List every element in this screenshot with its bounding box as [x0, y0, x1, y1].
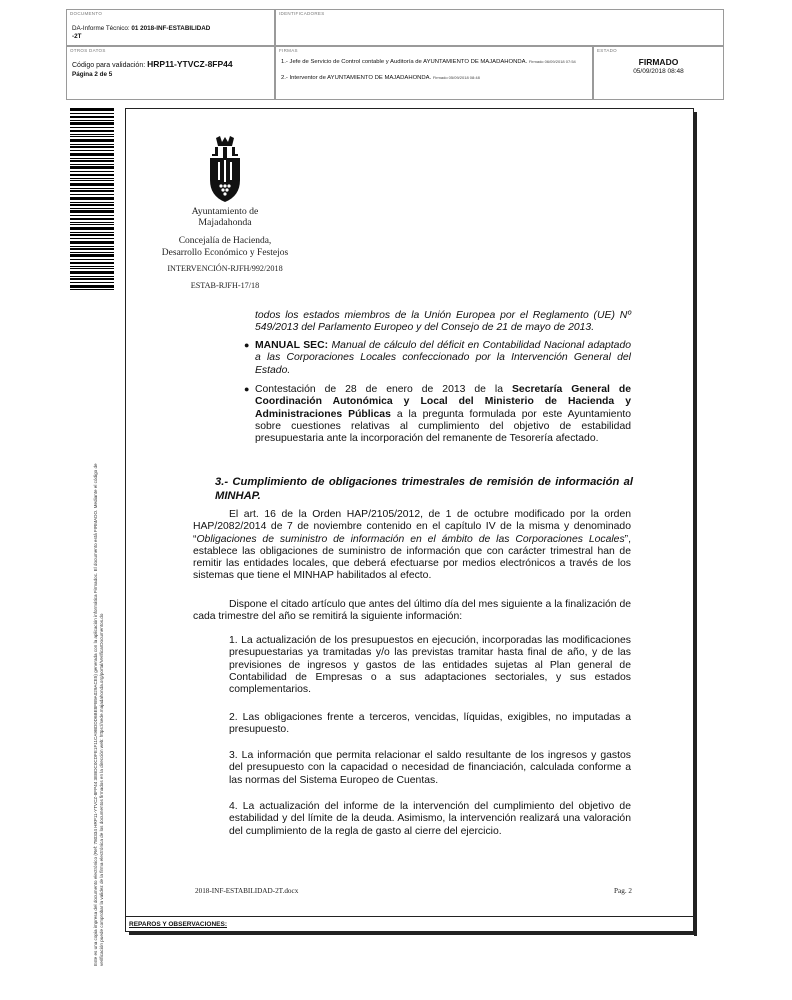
bullet-2-pre: Contestación de 28 de enero de 2013 de la — [255, 384, 503, 395]
bullet-manual-sec — [255, 340, 631, 377]
list-item-1: 1. La actualización de los presupuestos en ejecución, incorporadas las modificaciones presupuestarias ya tramitadas y/o las previstas tramitar hasta final de año, y de las previsiones de ingresos y gastos de las entidades sujetas al Plan general de Contabilidad de Empresas o a sus adaptaciones sectoriales, y sus estados complementarios. — [229, 635, 631, 696]
identificadores-label: IDENTIFICADORES — [279, 11, 325, 16]
org-name — [170, 206, 280, 228]
coat-of-arms-logo — [206, 136, 244, 204]
page-shadow-bottom — [129, 932, 697, 935]
bullet-1-text: Manual de cálculo del déficit en Contabilidad Nacional adaptado a las Corporaciones Locales confeccionado por la Intervención General del Estado. — [255, 340, 632, 376]
vertical-legal-text — [93, 276, 105, 966]
list-item-4: 4. La actualización del informe de la intervención del cumplimiento del objetivo de estabilidad y del límite de la deuda. Asimismo, la intervención realizará una valoración del cumplimiento de la regla de gasto al cierre del ejercicio. — [229, 801, 631, 837]
estado-value: FIRMADO — [638, 57, 679, 67]
para-1-italic: Obligaciones de suministro de información en el ámbito de las Corporaciones Locales — [196, 533, 625, 545]
header-firmas-cell — [275, 46, 593, 100]
documento-text: DA-Informe Técnico: 01 2018-INF-ESTABILIDAD — [72, 25, 211, 32]
para-1-post: ”, establece las obligaciones de suministro de información que con carácter trimestral han de remitir las entidades locales, que deberá efectuarse por medios electrónicos a través de los sistemas que tiene el MINHAP habilitados al efecto. — [193, 533, 631, 582]
list-item-3: 3. La información que permita relacionar el saldo resultante de los ingresos y gastos del presupuesto con la capacidad o necesidad de financiación, calculada conforme a las normas del Sistema Europeo de Cuentas. — [229, 750, 631, 786]
org-name-line2: Majadahonda — [198, 217, 252, 228]
reference-1: INTERVENCIÓN-RJFH/992/2018 — [167, 264, 283, 273]
footer-filename: 2018-INF-ESTABILIDAD-2T.docx — [195, 887, 299, 895]
firma-1-meta: Firmado 06/09/2018 07:54 — [528, 59, 576, 64]
barcode — [70, 108, 114, 290]
codigo-validacion: Código para validación: HRP11-YTVCZ-8FP44 — [72, 59, 233, 69]
header-otros-datos-cell — [66, 46, 275, 100]
department — [155, 236, 295, 259]
para-1-pre: El art. 16 de la Orden HAP/2105/2012, de 1 de octubre modificado por la orden HAP/2082/2014 de 7 de noviembre contenido en el capítulo IV de la misma y denominado “ — [193, 509, 631, 545]
department-line2: Desarrollo Económico y Festejos — [161, 247, 289, 258]
paragraph-art-16 — [193, 509, 631, 583]
estado-label: ESTADO — [597, 48, 617, 53]
page-shadow-right — [694, 112, 697, 936]
codigo-value: HRP11-YTVCZ-8FP44 — [147, 59, 233, 69]
header-estado-cell — [593, 46, 724, 100]
firmas-label: FIRMAS — [279, 48, 298, 53]
estado-date: 05/09/2018 08:48 — [633, 68, 684, 75]
reparos-observaciones: REPAROS Y OBSERVACIONES: — [125, 916, 694, 931]
bullet-2-bold: Secretaría General de Coordinación Autonómica y Local del Ministerio de Hacienda y Administraciones Públicas — [255, 384, 632, 420]
firma-1: 1.- Jefe de Servicio de Control contable y Auditoría de AYUNTAMIENTO DE MAJADAHONDA. Firmado 06/09/2018 07:54 — [281, 59, 576, 65]
legal-line-2: verificación puede comprobar la validez de la firma electrónica de los documentos firmados en la dirección web: https://sede.majadahonda.org/portal/VerificarDocumentos.do — [99, 613, 104, 966]
footer-page-number: Pag. 2 — [614, 887, 632, 895]
reference-2: ESTAB-RJFH-17/18 — [190, 281, 260, 290]
bullet-2-post: a la pregunta formulada por este Ayuntamiento sobre cuestiones relativas al cumplimiento del objetivo de estabilidad presupuestaria ante la incorporación del remanente de Tesorería afectado. — [255, 408, 632, 445]
intro-paragraph: todos los estados miembros de la Unión Europea por el Reglamento (UE) Nº 549/2013 del Parlamento Europeo y del Consejo de 21 de mayo de 2013. — [255, 310, 631, 334]
header-identificadores-cell — [275, 9, 724, 46]
documento-label: DOCUMENTO — [70, 11, 103, 16]
department-line1: Concejalía de Hacienda, — [178, 236, 272, 246]
documento-id-cont: -2T — [72, 33, 82, 40]
otros-datos-label: OTROS DATOS — [70, 48, 106, 53]
bullet-1-bold: MANUAL SEC: — [255, 340, 329, 351]
paragraph-dispone: Dispone el citado artículo que antes del último día del mes siguiente a la finalización de cada trimestre del año se remitirá la siguiente información: — [193, 599, 632, 623]
legal-line-1: Este es una copia impresa del documento electrónico (Ref: 780334 HRP11-YTVCZ-8FP44 3EBDC0CDFE1F11CA9BDDD6BE8FB9A029ACE5) generada con la aplicación informática Firmadoc. El documento está FIRMADO. Mediante el código de — [93, 463, 98, 966]
header-documento-cell — [66, 9, 275, 46]
bullet-marker-1: ● — [244, 340, 250, 350]
list-item-2: 2. Las obligaciones frente a terceros, vencidas, líquidas, exigibles, no imputadas a presupuesto. — [229, 712, 631, 736]
org-name-line1: Ayuntamiento de — [191, 206, 259, 217]
page-indicator: Página 2 de 5 — [72, 71, 113, 78]
firma-2: 2.- Interventor de AYUNTAMIENTO DE MAJADAHONDA. Firmado 05/09/2018 08:48 — [281, 75, 480, 81]
bullet-marker-2: ● — [244, 384, 250, 394]
documento-id: 01 2018-INF-ESTABILIDAD — [131, 25, 211, 32]
bullet-contestacion — [255, 384, 631, 445]
firma-2-meta: Firmado 05/09/2018 08:48 — [432, 75, 480, 80]
section-heading: 3.- Cumplimiento de obligaciones trimestrales de remisión de información al MINHAP. — [215, 476, 633, 502]
